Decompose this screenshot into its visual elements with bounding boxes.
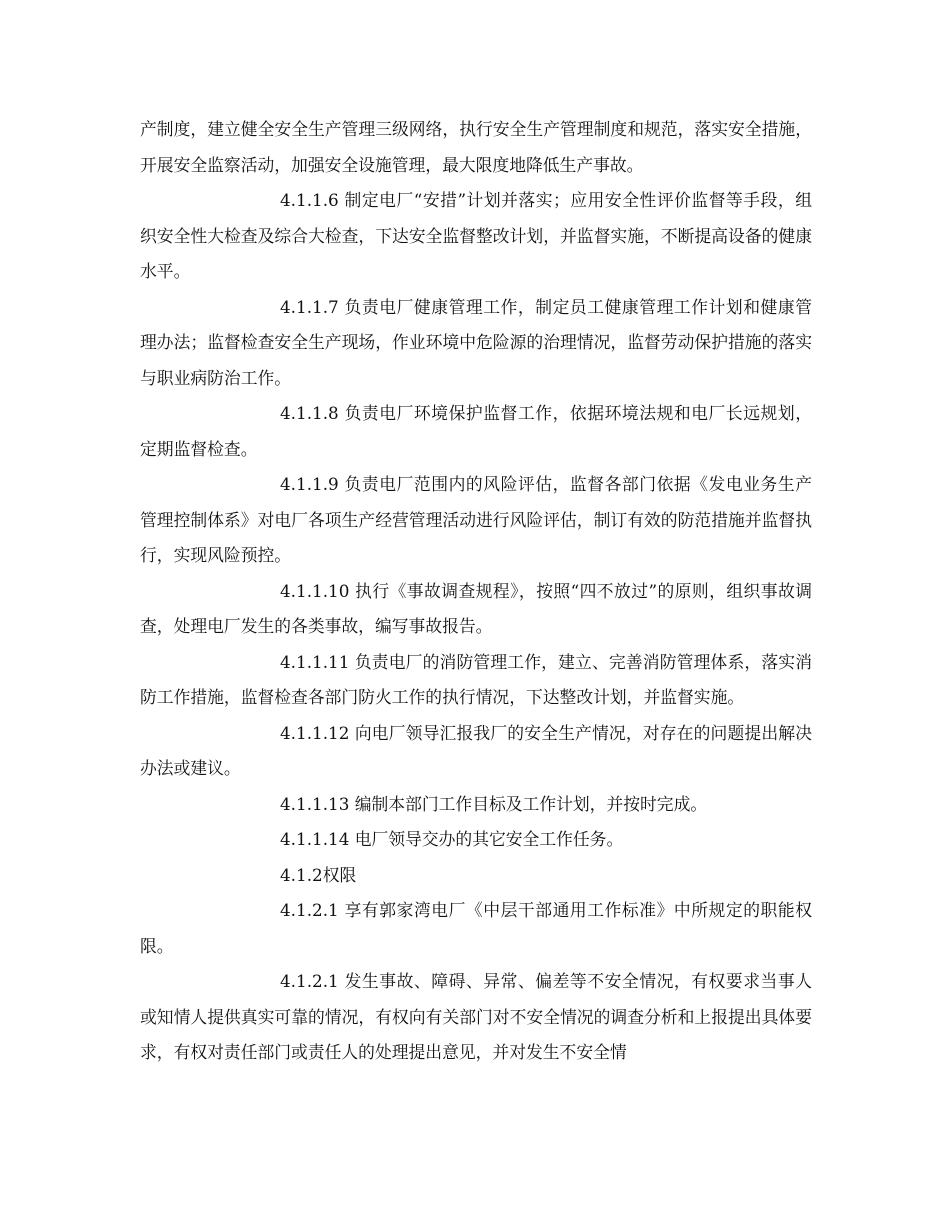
paragraph-4-1-1-13: 4.1.1.13 编制本部门工作目标及工作计划，并按时完成。 <box>280 793 708 814</box>
paragraph-4-1-1-7: 4.1.1.7 负责电厂健康管理工作，制定员工健康管理工作计划和健康管理办法；监督检查安全生产现场，作业环境中危险源的治理情况，监督劳动保护措施的落实与职业病防治工作。 <box>140 296 812 388</box>
paragraph-continuation: 产制度，建立健全安全生产管理三级网络，执行安全生产管理制度和规范，落实安全措施，开展安全监察活动，加强安全设施管理，最大限度地降低生产事故。 <box>140 119 812 175</box>
paragraph-4-1-1-10: 4.1.1.10 执行《事故调查规程》，按照“四不放过”的原则，组织事故调查，处理电厂发生的各类事故，编写事故报告。 <box>140 580 812 636</box>
paragraph-4-1-1-14: 4.1.1.14 电厂领导交办的其它安全工作任务。 <box>280 829 624 849</box>
paragraph-4-1-2-1-a: 4.1.2.1 享有郭家湾电厂《中层干部通用工作标准》中所规定的职能权限。 <box>140 900 812 956</box>
paragraph-4-1-1-11: 4.1.1.11 负责电厂的消防管理工作，建立、完善消防管理体系，落实消防工作措施，监督检查各部门防火工作的执行情况，下达整改计划，并监督实施。 <box>140 651 812 707</box>
section-heading-4-1-2: 4.1.2权限 <box>280 864 357 885</box>
paragraph-4-1-1-9: 4.1.1.9 负责电厂范围内的风险评估，监督各部门依据《发电业务生产管理控制体系》对电厂各项生产经营管理活动进行风险评估，制订有效的防范措施并监督执行，实现风险预控。 <box>140 474 812 565</box>
paragraph-4-1-1-8: 4.1.1.8 负责电厂环境保护监督工作，依据环境法规和电厂长远规划，定期监督检查。 <box>140 403 812 459</box>
paragraph-4-1-2-1-b: 4.1.2.1 发生事故、障碍、异常、偏差等不安全情况，有权要求当事人或知情人提供真实可靠的情况，有权向有关部门对不安全情况的调查分析和上报提出具体要求，有权对责任部门或责任人的处理提出意见，并对发生不安全情 <box>140 971 812 1062</box>
document-body <box>140 112 812 1071</box>
paragraph-4-1-1-12: 4.1.1.12 向电厂领导汇报我厂的安全生产情况，对存在的问题提出解决办法或建议。 <box>140 722 812 778</box>
paragraph-4-1-1-6: 4.1.1.6 制定电厂“安措”计划并落实；应用安全性评价监督等手段，组织安全性大检查及综合大检查，下达安全监督整改计划，并监督实施，不断提高设备的健康水平。 <box>140 190 812 281</box>
